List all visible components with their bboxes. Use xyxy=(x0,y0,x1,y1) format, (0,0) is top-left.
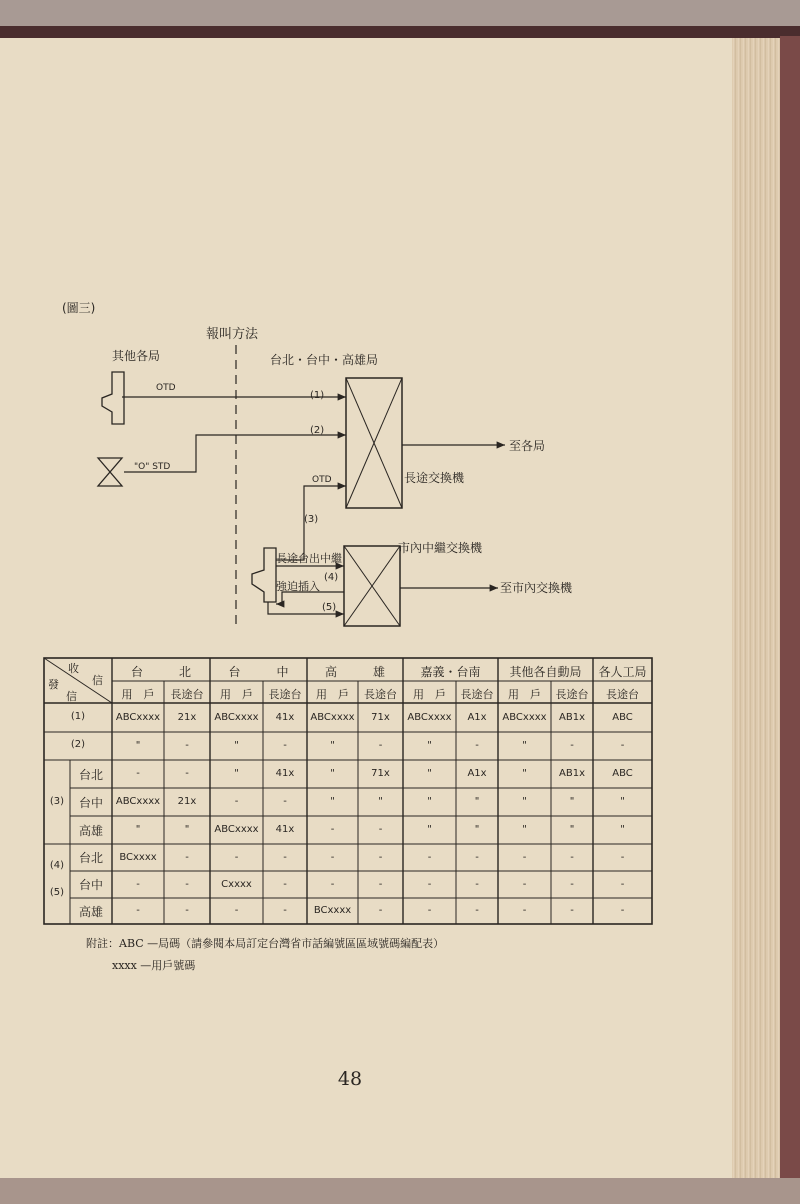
table-cell: " xyxy=(330,768,335,779)
table-cell: - xyxy=(330,851,335,863)
table-cell: " xyxy=(184,824,190,835)
table-cell: - xyxy=(136,878,140,890)
corner-receive-label: 收 xyxy=(68,662,79,675)
table-cell: " xyxy=(427,740,432,751)
to-city-switch-label: 至市內交換機 xyxy=(500,581,573,595)
table-cell: - xyxy=(234,796,239,807)
table-cell: " xyxy=(135,824,141,835)
table-cell: " xyxy=(522,824,527,835)
sub-header: 長途台 xyxy=(606,688,639,701)
row-sub-label: 台中 xyxy=(78,796,103,810)
o-std-label: "O" STD xyxy=(134,462,171,472)
table-cell: " xyxy=(234,740,239,751)
table-cell: - xyxy=(283,740,287,751)
table-cell: Cxxxx xyxy=(221,878,252,890)
table-cell: - xyxy=(427,878,432,890)
other-bureaus-label: 其他各局 xyxy=(112,349,161,363)
table-cell: ABCxxxx xyxy=(214,711,259,723)
table-cell: BCxxxx xyxy=(313,905,352,916)
table-cell: 71x xyxy=(371,711,390,723)
table-cell: - xyxy=(378,824,383,835)
table-cell: " xyxy=(620,796,625,807)
header-taichung: 台 中 xyxy=(228,665,289,679)
corner-send-label: 發 xyxy=(48,678,59,691)
table-cell: - xyxy=(570,905,574,916)
table-cell: - xyxy=(475,878,479,890)
path-4-label: (4) xyxy=(324,572,339,583)
otd-top-label: OTD xyxy=(156,383,176,393)
toll-operator-position-icon xyxy=(252,548,276,602)
corner-xin-bottom: 信 xyxy=(66,690,77,703)
row-sub-label: 台中 xyxy=(78,878,103,892)
path-1-label: (1) xyxy=(310,390,325,401)
row-sub-label: 高雄 xyxy=(78,905,103,919)
table-cell: - xyxy=(620,878,625,890)
table-cell: A1x xyxy=(467,768,487,779)
table-cell: ABCxxxx xyxy=(502,711,547,723)
to-all-bureaus-label: 至各局 xyxy=(509,439,546,453)
table-cell: - xyxy=(620,851,625,863)
table-cell: - xyxy=(570,740,574,751)
table-cell: - xyxy=(378,878,383,890)
row-sub-label: 高雄 xyxy=(78,824,103,838)
main-bureaus-label: 台北・台中・高雄局 xyxy=(270,353,379,367)
operator-position-icon xyxy=(102,372,124,424)
sub-header: 用 戶 xyxy=(413,688,446,701)
table-cell: - xyxy=(283,878,287,890)
row-group-3-label: (3) xyxy=(49,796,65,807)
table-cell: 41x xyxy=(275,711,295,723)
table-cell: - xyxy=(378,740,383,751)
row-label-2: (2) xyxy=(70,739,86,750)
toll-switch-label: 長途交換機 xyxy=(404,471,465,485)
table-cell: - xyxy=(620,905,625,916)
sub-header: 用 戶 xyxy=(220,688,253,701)
book-cover-bottom xyxy=(0,1178,800,1204)
table-cell: ABCxxxx xyxy=(115,711,161,723)
corner-xin-top: 信 xyxy=(92,674,103,687)
diagram-title: 報叫方法 xyxy=(206,327,259,342)
page-number: 48 xyxy=(337,1068,363,1090)
table-cell: ABCxxxx xyxy=(310,711,355,723)
row-sub-label: 台北 xyxy=(78,851,103,865)
table-cell: - xyxy=(136,905,140,916)
table-cell: - xyxy=(185,905,189,916)
table-cell: - xyxy=(234,851,239,863)
table-cell: ABCxxxx xyxy=(214,824,259,835)
table-cell: - xyxy=(475,740,479,751)
note-line-1: 附註：ABC —局碼（請參閱本局訂定台灣省市話編號區區域號碼編配表） xyxy=(86,937,445,950)
table-cell: - xyxy=(185,851,189,863)
table-cell: - xyxy=(283,796,287,807)
table-cell: AB1x xyxy=(559,768,585,779)
table-cell: - xyxy=(475,905,479,916)
note-line-2: xxxx —用戶號碼 xyxy=(112,959,196,972)
sub-header: 用 戶 xyxy=(316,688,349,701)
table-cell: 41x xyxy=(275,768,295,779)
table-cell: " xyxy=(330,796,335,807)
table-cell: - xyxy=(185,878,189,890)
table-cell: ABCxxxx xyxy=(407,711,452,723)
table-cell: " xyxy=(234,768,239,779)
header-other-auto: 其他各自動局 xyxy=(509,665,582,679)
table-cell: " xyxy=(427,768,432,779)
table-cell: - xyxy=(185,740,189,751)
path-2-label: (2) xyxy=(310,425,325,436)
otd-mid-label: OTD xyxy=(312,475,332,485)
subscriber-bowtie-icon xyxy=(98,458,122,486)
row-group-4-label: (4) xyxy=(49,860,65,871)
table-cell: " xyxy=(522,740,527,751)
path-3-label: (3) xyxy=(304,514,319,525)
table-cell: - xyxy=(427,851,432,863)
table-cell: 41x xyxy=(275,824,295,835)
table-cell: " xyxy=(474,824,480,835)
table-cell: - xyxy=(330,824,335,835)
table-cell: - xyxy=(475,851,479,863)
table-cell: AB1x xyxy=(559,711,585,723)
table-cell: BCxxxx xyxy=(119,851,157,863)
table-cell: - xyxy=(378,905,383,916)
table-cell: " xyxy=(522,796,527,807)
table-cell: " xyxy=(135,740,141,751)
header-kaohsiung: 高 雄 xyxy=(324,665,385,679)
header-chiayi-tainan: 嘉義・台南 xyxy=(420,665,481,679)
table-cell: ABCxxxx xyxy=(115,796,161,807)
path-5-label: (5) xyxy=(322,602,337,613)
sub-header: 長途台 xyxy=(170,688,204,701)
toll-outgoing-trunk-label: 長途台出中繼 xyxy=(276,552,342,565)
table-cell: - xyxy=(378,851,383,863)
table-cell: - xyxy=(330,878,335,890)
table-cell: - xyxy=(427,905,432,916)
table-cell: " xyxy=(330,740,335,751)
table-cell: " xyxy=(378,796,383,807)
table-cell: " xyxy=(427,824,432,835)
table-cell: - xyxy=(570,851,574,863)
table-cell: " xyxy=(427,796,432,807)
header-manual: 各人工局 xyxy=(598,665,647,679)
table-cell: ABC xyxy=(612,711,633,723)
table-cell: - xyxy=(522,905,527,916)
row-group-5-label: (5) xyxy=(49,887,65,898)
header-taipei: 台 北 xyxy=(130,665,191,679)
city-trunk-switch-label: 市內中繼交換機 xyxy=(398,541,483,555)
table-cell: " xyxy=(569,796,575,807)
table-cell: 21x xyxy=(177,711,197,723)
table-cell: ABC xyxy=(612,768,633,779)
table-cell: - xyxy=(283,905,287,916)
forced-insert-label: 強迫插入 xyxy=(276,580,320,593)
table-cell: - xyxy=(136,768,140,779)
table-cell: " xyxy=(620,824,625,835)
sub-header: 長途台 xyxy=(268,688,302,701)
table-cell: - xyxy=(620,740,625,751)
table-cell: " xyxy=(474,796,480,807)
row-sub-label: 台北 xyxy=(78,768,103,782)
table-cell: - xyxy=(570,878,574,890)
table-cell: 71x xyxy=(371,768,390,779)
sub-header: 用 戶 xyxy=(121,688,155,701)
table-cell: 21x xyxy=(177,796,197,807)
table-cell: - xyxy=(522,851,527,863)
table-cell: - xyxy=(234,905,239,916)
table-cell: - xyxy=(283,851,287,863)
sub-header: 長途台 xyxy=(460,688,494,701)
figure-label: (圖三) xyxy=(62,301,96,315)
table-cell: - xyxy=(522,878,527,890)
sub-header: 長途台 xyxy=(555,688,589,701)
row-label-1: (1) xyxy=(70,711,86,722)
table-cell: A1x xyxy=(467,711,487,723)
sub-header: 長途台 xyxy=(364,688,397,701)
table-cell: - xyxy=(185,768,189,779)
sub-header: 用 戶 xyxy=(508,688,541,701)
table-cell: " xyxy=(522,768,527,779)
table-cell: " xyxy=(569,824,575,835)
